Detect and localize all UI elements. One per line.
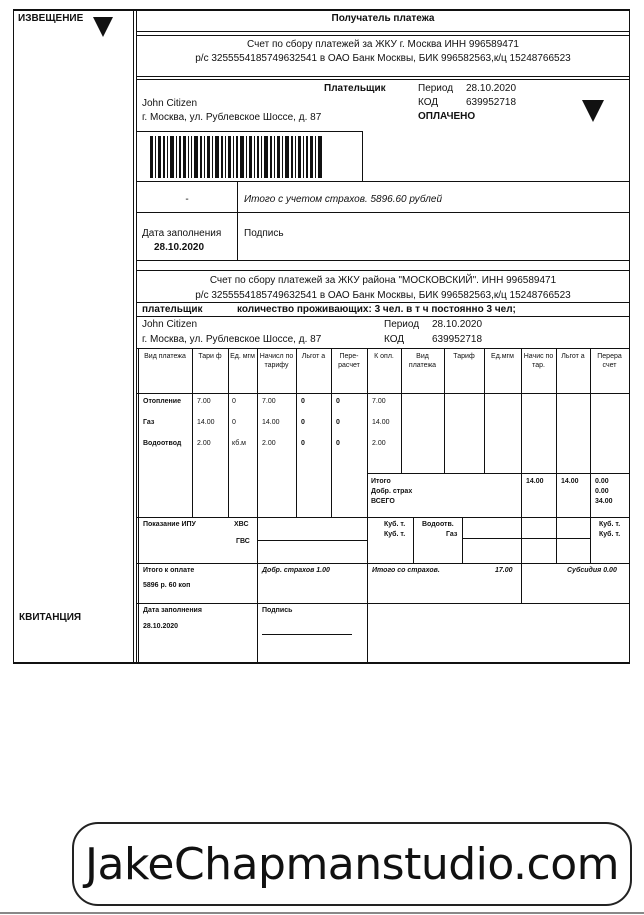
- period-label: Период: [418, 83, 454, 94]
- divider: [367, 473, 629, 474]
- col-header: Льгот а: [301, 353, 326, 360]
- divider: [257, 348, 258, 517]
- column-divider: [133, 9, 134, 664]
- divider: [484, 348, 485, 473]
- row-to-pay: 7.00: [372, 398, 386, 405]
- col-header: Перера счет: [597, 353, 622, 369]
- receipt-signature-label: Подпись: [262, 607, 293, 614]
- row-accrued: 7.00: [262, 398, 276, 405]
- divider: [296, 348, 297, 517]
- payer-name: John Citizen: [142, 98, 198, 109]
- divider: [137, 31, 629, 32]
- frame-bottom: [13, 662, 630, 664]
- row-tariff: 2.00: [197, 440, 211, 447]
- cubic-unit: Куб. т.: [384, 531, 406, 538]
- receipt-payer-label: плательщик: [142, 304, 203, 315]
- divider: [228, 348, 229, 517]
- row-type: Водоотвод: [143, 440, 182, 447]
- payer-label: Плательщик: [324, 83, 386, 94]
- receipt-period-label: Период: [384, 319, 420, 330]
- column-divider-2: [136, 9, 137, 664]
- row-type: Отопление: [143, 398, 181, 405]
- row-unit: 0: [232, 398, 236, 405]
- divider: [590, 517, 591, 563]
- frame-left: [13, 9, 14, 664]
- divider: [137, 212, 629, 213]
- residents-count: количество проживающих: 3 чел. в т ч постоянно 3 чел;: [237, 304, 516, 315]
- divider: [137, 131, 362, 132]
- col-header: Вид платежа: [144, 353, 186, 360]
- divider: [137, 76, 629, 77]
- divider: [257, 563, 258, 663]
- voluntary-ins-label: Добр. страх: [371, 488, 413, 495]
- divider: [138, 348, 139, 563]
- divider: [258, 540, 367, 541]
- divider: [137, 260, 629, 261]
- divider: [521, 517, 522, 563]
- gvs-label: ГВС: [236, 538, 250, 545]
- voluntary-insurance: Добр. страхов 1.00: [262, 567, 330, 574]
- row-type: Газ: [143, 419, 155, 426]
- receipt-fill-date-label: Дата заполнения: [143, 607, 202, 614]
- divider: [362, 131, 363, 181]
- receipt-code-value: 639952718: [432, 334, 483, 345]
- receipt-account-line-1: Счет по сбору платежей за ЖКУ района "МОСКОВСКИЙ". ИНН 996589471: [209, 275, 557, 286]
- drainage-label: Водоотв.: [422, 521, 454, 528]
- receipt-payer-name: John Citizen: [142, 319, 198, 330]
- total-with-insurance: Итого с учетом страхов. 5896.60 рублей: [244, 194, 443, 205]
- receipt-period-value: 28.10.2020: [432, 319, 483, 330]
- gas-label: Газ: [446, 531, 458, 538]
- totals-accrued: 14.00: [526, 478, 544, 485]
- to-pay-label: Итого к оплате: [143, 567, 195, 574]
- receipt-payer-address: г. Москва, ул. Рублевское Шоссе, д. 87: [142, 334, 322, 345]
- receipt-account-line-2: р/с 3255554185749632541 в ОАО Банк Москвы, БИК 996582563,к/ц 15248766523: [195, 290, 571, 301]
- cubic-unit: Куб. т.: [384, 521, 406, 528]
- signature-line: [262, 634, 352, 635]
- divider: [237, 181, 238, 213]
- col-header: Тариф: [453, 353, 475, 360]
- grand-total-label: ВСЕГО: [371, 498, 395, 505]
- to-pay-value: 5896 р. 60 коп: [143, 582, 191, 589]
- divider: [137, 603, 629, 604]
- payer-address: г. Москва, ул. Рублевское Шоссе, д. 87: [142, 112, 322, 123]
- divider: [192, 348, 193, 517]
- page-bottom-rule: [0, 912, 644, 914]
- row-unit: кб.м: [232, 440, 246, 447]
- subsidy: Субсидия 0.00: [567, 567, 617, 574]
- hvs-label: ХВС: [234, 521, 249, 528]
- with-insurance-label: Итого со страхов.: [372, 567, 440, 574]
- frame-right: [629, 9, 630, 664]
- row-benefit: 0: [301, 440, 305, 447]
- divider: [137, 270, 629, 271]
- col-header: Ед.мгм: [491, 353, 514, 360]
- divider: [463, 538, 590, 539]
- code-label: КОД: [418, 97, 439, 108]
- watermark-logo: JakeChapmanstudio.com: [72, 822, 632, 906]
- col-header: Тари ф: [198, 353, 222, 360]
- divider: [521, 563, 522, 603]
- divider: [237, 212, 238, 260]
- receipt-label: КВИТАНЦИЯ: [19, 612, 82, 623]
- receipt-code-label: КОД: [384, 334, 405, 345]
- divider: [137, 79, 629, 80]
- divider: [556, 348, 557, 517]
- account-line-2: р/с 3255554185749632541 в ОАО Банк Москвы, БИК 996582563,к/ц 15248766523: [195, 53, 571, 64]
- row-accrued: 14.00: [262, 419, 280, 426]
- divider: [367, 517, 368, 563]
- divider: [137, 316, 629, 317]
- totals-recalc: 0.00: [595, 488, 609, 495]
- divider: [444, 348, 445, 473]
- divider: [137, 181, 629, 182]
- receipt-fill-date-value: 28.10.2020: [143, 623, 179, 630]
- row-to-pay: 14.00: [372, 419, 390, 426]
- divider: [413, 517, 414, 563]
- divider: [556, 517, 557, 563]
- divider: [137, 302, 629, 303]
- row-accrued: 2.00: [262, 440, 276, 447]
- account-line-1: Счет по сбору платежей за ЖКУ г. Москва ИНН 996589471: [247, 39, 519, 50]
- divider: [367, 348, 368, 517]
- totals-benefit: 14.00: [561, 478, 579, 485]
- col-header: Начис по тар.: [523, 353, 554, 369]
- cubic-unit: Куб. т.: [599, 521, 621, 528]
- with-insurance-value: 17.00: [495, 567, 513, 574]
- col-header: Вид платежа: [408, 353, 437, 369]
- notice-label: ИЗВЕЩЕНИЕ: [18, 13, 84, 24]
- divider: [137, 563, 629, 564]
- row-tariff: 7.00: [197, 398, 211, 405]
- dash-cell: -: [185, 194, 189, 205]
- barcode: [150, 136, 324, 178]
- totals-label: Итого: [371, 478, 391, 485]
- code-value: 639952718: [466, 97, 517, 108]
- col-header: Начисл по тарифу: [259, 353, 294, 369]
- frame-top: [13, 9, 630, 11]
- fill-date-value: 28.10.2020: [154, 242, 205, 253]
- row-recalc: 0: [336, 440, 340, 447]
- totals-recalc: 0.00: [595, 478, 609, 485]
- divider: [138, 563, 139, 663]
- fill-date-label: Дата заполнения: [142, 228, 222, 239]
- row-tariff: 14.00: [197, 419, 215, 426]
- paid-status: ОПЛАЧЕНО: [418, 111, 476, 122]
- cubic-unit: Куб. т.: [599, 531, 621, 538]
- meter-label: Показание ИПУ: [143, 521, 196, 528]
- row-benefit: 0: [301, 398, 305, 405]
- row-recalc: 0: [336, 398, 340, 405]
- period-value: 28.10.2020: [466, 83, 517, 94]
- row-recalc: 0: [336, 419, 340, 426]
- signature-label: Подпись: [244, 228, 284, 239]
- row-to-pay: 2.00: [372, 440, 386, 447]
- triangle-down-icon: [93, 17, 113, 37]
- col-header: Ед. мгм: [230, 353, 255, 360]
- row-unit: 0: [232, 419, 236, 426]
- triangle-down-icon: [582, 100, 604, 122]
- divider: [137, 35, 629, 36]
- divider: [590, 348, 591, 517]
- divider: [462, 517, 463, 563]
- divider: [367, 563, 368, 663]
- row-benefit: 0: [301, 419, 305, 426]
- divider: [137, 393, 629, 394]
- totals-recalc: 34.00: [595, 498, 613, 505]
- divider: [521, 348, 522, 517]
- col-header: Пере-расчет: [338, 353, 360, 369]
- col-header: Льгот а: [561, 353, 585, 360]
- receiver-title: Получатель платежа: [331, 13, 435, 24]
- col-header: К опл.: [374, 353, 394, 360]
- divider: [331, 348, 332, 517]
